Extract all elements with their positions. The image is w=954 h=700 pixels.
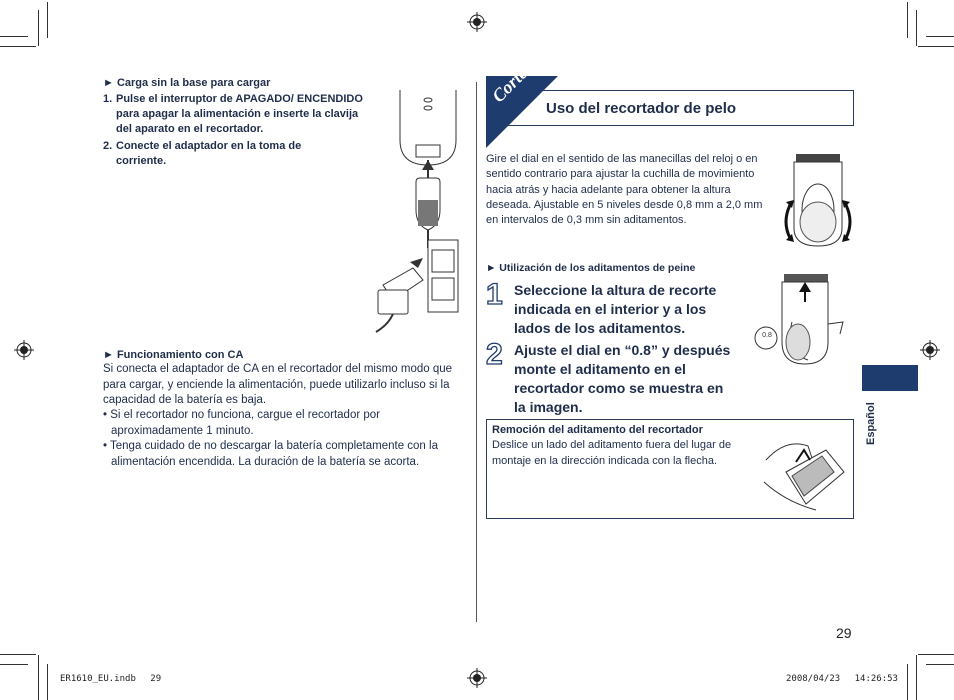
- comb-heading: ► Utilización de los aditamentos de peine: [486, 262, 696, 274]
- language-tab: [862, 365, 918, 391]
- charging-step-text: Pulse el interruptor de APAGADO/ ENCENDIDO para apagar la alimentación e inserte la clavija del aparato en el recortador.: [116, 93, 363, 135]
- page-number: 29: [836, 625, 852, 641]
- step-text: Seleccione la altura de recorte indicada en el interior y a los lados de los aditamentos.: [514, 282, 717, 336]
- crop-mark: [47, 2, 48, 38]
- crop-mark: [926, 664, 954, 665]
- crop-mark: [0, 664, 28, 665]
- crop-mark: [918, 46, 954, 47]
- section-title: Uso del recortador de pelo: [546, 100, 737, 117]
- step-text: Ajuste el dial en “0.8” y después monte el aditamento en el recortador como se muestra en la imagen.: [514, 342, 731, 415]
- ac-heading: ► Funcionamiento con CA: [103, 349, 244, 361]
- crop-mark: [38, 655, 39, 700]
- removal-heading: Remoción del aditamento del recortador: [492, 424, 703, 436]
- ac-bullet: • Si el recortador no funciona, cargue el recortador por aproximadamente 1 minuto.: [103, 409, 380, 437]
- dial-intro: Gire el dial en el sentido de las manecillas del reloj o en sentido contrario para ajustar la cuchilla de movimiento hacia atrás y hacia adelante para obtener la altura deseada. Ajustable en 5 niveles desde 0,8 mm a 2,0 mm en intervalos de 0,3 mm sin aditamentos.: [486, 153, 763, 227]
- crop-mark: [918, 654, 954, 655]
- step-number: 1: [486, 278, 503, 311]
- removal-body: Deslice un lado del aditamento fuera del lugar de montaje en la dirección indicada con la flecha.: [492, 439, 732, 467]
- crop-mark: [0, 36, 28, 37]
- section-tab-label: Corte: [488, 62, 532, 107]
- ac-body: Si conecta el adaptador de CA en el recortador del mismo modo que para cargar, y enciende la alimentación, puede utilizarlo incluso si la capacidad de la batería es baja.: [103, 363, 453, 406]
- comb-attachment-illustration: [748, 272, 848, 372]
- crop-mark: [0, 46, 36, 47]
- charging-step: 2. Conecte el adaptador en la toma de corriente.: [103, 140, 302, 167]
- crop-mark: [38, 10, 39, 46]
- ac-bullet: • Tenga cuidado de no descargar la batería completamente con la alimentación encendida. La duración de la batería se acorta.: [103, 440, 438, 468]
- crop-mark: [907, 2, 908, 38]
- charging-heading: ► Carga sin la base para cargar: [103, 77, 271, 89]
- registration-mark-icon: [920, 340, 940, 360]
- charging-steps: [103, 92, 365, 169]
- crop-mark: [47, 664, 48, 700]
- crop-mark: [0, 654, 36, 655]
- dial-label: 0.8: [762, 332, 772, 339]
- charging-illustration: [368, 90, 468, 340]
- registration-mark-icon: [14, 340, 34, 360]
- crop-mark: [916, 655, 917, 700]
- ac-bullets: [103, 408, 465, 470]
- footer-file: ER1610_EU.indb 29: [60, 674, 162, 684]
- column-divider: [476, 82, 477, 622]
- crop-mark: [916, 10, 917, 46]
- crop-mark: [907, 664, 908, 700]
- trimmer-dial-illustration: [780, 150, 858, 250]
- charging-step: 1. Pulse el interruptor de APAGADO/ ENCENDIDO para apagar la alimentación e inserte la clavija del aparato en el recortador.: [103, 93, 363, 135]
- removal-illustration: [756, 432, 848, 514]
- crop-mark: [926, 36, 954, 37]
- registration-mark-icon: [467, 12, 487, 32]
- registration-mark-icon: [467, 668, 487, 688]
- charging-step-text: Conecte el adaptador en la toma de corriente.: [116, 140, 302, 167]
- footer-timestamp: 2008/04/23 14:26:53: [786, 674, 898, 684]
- step-number: 2: [486, 338, 503, 371]
- language-label: Español: [865, 402, 877, 445]
